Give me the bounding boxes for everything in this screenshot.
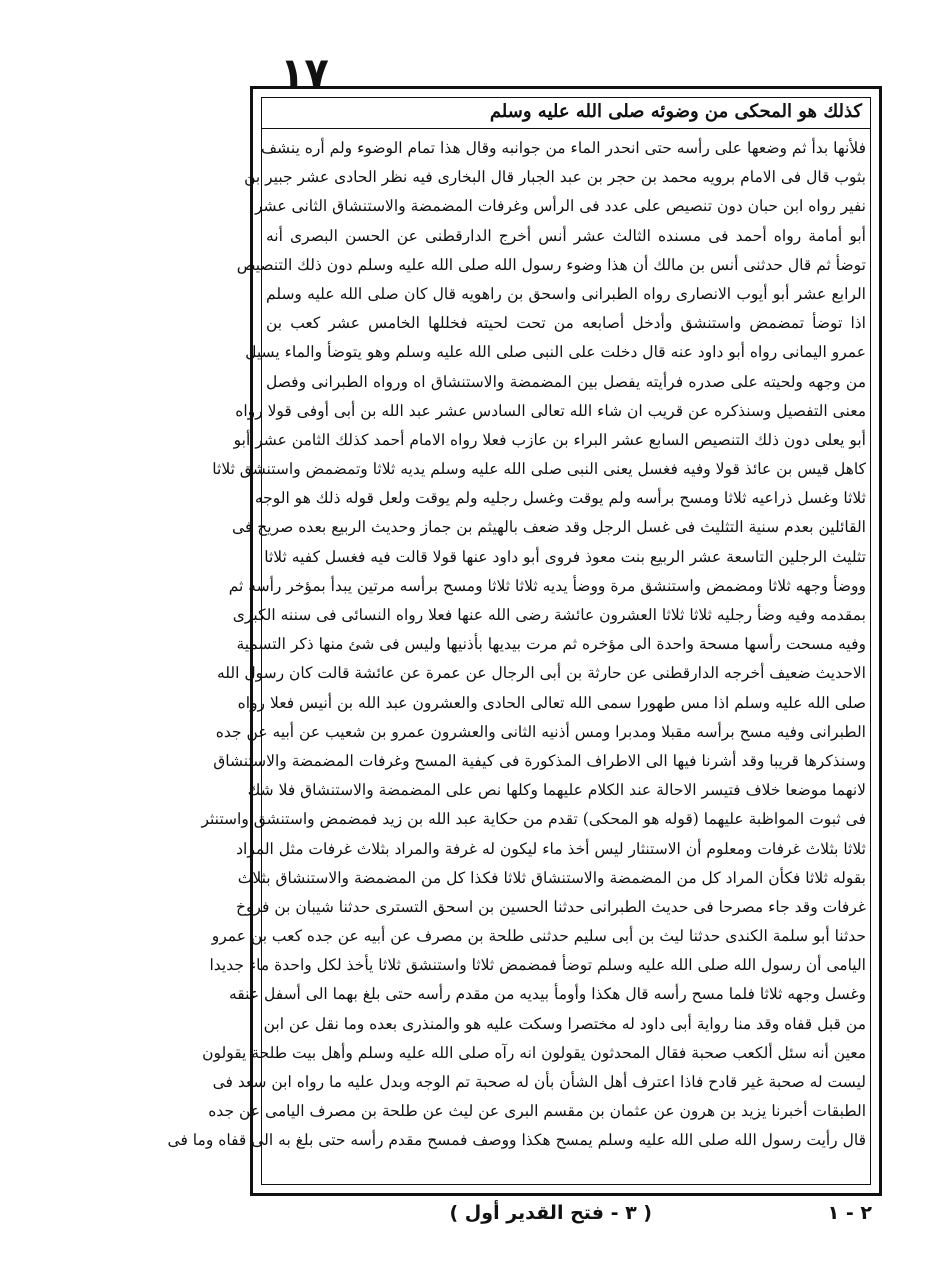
text-line: القائلين بعدم سنية التثليث فى غسل الرجل وقد ضعف بالهيثم بن جماز وحديث الربيع بعده صريح فى: [232, 518, 866, 537]
text-line: قال رأيت رسول الله صلى الله عليه وسلم يمسح هكذا ووصف فمسح مقدم رأسه حتى بلغ به الى قفاه وما فى: [167, 1131, 866, 1150]
page-number: ١٧: [280, 50, 329, 96]
text-line: تثليث الرجلين التاسعة عشر الربيع بنت معوذ فروى أبو داود عنها قولا قالت فيه فغسل كفيه ثلاثا: [264, 547, 866, 566]
text-line: عمرو اليمانى رواه أبو داود عنه قال دخلت على النبى صلى الله عليه وسلم وهو يتوضأ والماء يسيل: [245, 343, 866, 362]
text-line: ثلاثا وغسل ذراعيه ثلاثا ومسح برأسه ولم يوقت وغسل رجليه ولم يوقت ولعل قوله ذلك هو الوجه: [254, 489, 866, 508]
text-line: وغسل وجهه ثلاثا فلما مسح رأسه قال هكذا وأومأ بيديه من مقدم رأسه حتى بلغ بهما الى أسفل عنقه: [228, 985, 866, 1004]
text-line: ليست له صحبة غير قادح فاذا اعترف أهل الشأن بأن له صحبة تم الوجه وبدل عليه ما رواه ابن سعد فى: [212, 1073, 866, 1091]
header-bar: [262, 98, 870, 129]
text-line: معنى التفصيل وسنذكره عن قريب ان شاء الله تعالى السادس عشر عبد الله بن أبى أوفى قولا رواه: [235, 401, 866, 420]
page-frame: [167, 86, 882, 1196]
text-line: غرفات وقد جاء مصرحا فى حديث الطبرانى حدثنا الحسين بن اسحق التسترى حدثنا شيبان بن فروخ: [235, 897, 866, 916]
text-line: بثوب قال فى الامام برويه محمد بن حجر بن عبد الجبار قال البخارى فيه نظر الحادى عشر جبير بن: [244, 168, 866, 187]
text-line: وسنذكرها قريبا وقد أشرنا فيها الى الاطراف المذكورة فى كيفية المسح وغرفات المضمضة والاستنشاق: [213, 751, 866, 770]
footer: [250, 1200, 882, 1230]
text-body: [167, 134, 866, 1180]
text-line: ووضأ وجهه ثلاثا ومضمض واستنشق مرة ووضأ يديه ثلاثا ثلاثا ومسح برأسه مرتين يبدأ بمؤخر رأسه ثم: [228, 576, 866, 595]
running-title: كذلك هو المحكى من وضوئه صلى الله عليه وسلم: [489, 101, 862, 122]
text-line: معين أنه سئل ألكعب صحبة فقال المحدثون يقولون انه رآه صلى الله عليه وسلم وأهل بيت طلحة يقولون: [202, 1043, 866, 1062]
text-line: فلأنها بدأ ثم وضعها على رأسه حتى انحدر الماء من جوانبه وقال هذا تمام الوضوء ولم أره ينشف: [261, 139, 866, 157]
signature-number: ٢ - ١: [827, 1202, 872, 1224]
text-line: لانهما موضعا خلاف فتيسر الاحالة عند الكلام عليهما وكلها نص على المضمضة والاستنشاق فلا شك: [247, 781, 866, 800]
text-line: صلى الله عليه وسلم اذا مس طهورا سمى الله تعالى الحادى والعشرون عبد الله بن أنيس فعلا رواه: [237, 693, 866, 712]
text-line: اليامى أن رسول الله صلى الله عليه وسلم توضأ فمضمض ثلاثا واستنشق ثلاثا يأخذ لكل واحدة ماء جديدا: [209, 956, 866, 975]
text-line: أبو أمامة رواه أحمد فى مسنده الثالث عشر أنس أخرج الدارقطنى عن الحسن البصرى أنه: [266, 226, 866, 245]
text-frame: [167, 97, 871, 1185]
text-line: فى ثبوت المواظبة عليهما (قوله هو المحكى) تقدم من حكاية عبد الله بن زيد فمضمض واستنشق واستنثر: [201, 810, 866, 829]
text-line: وفيه مسحت رأسها مسحة واحدة الى مؤخره ثم مرت بيديها بأذنيها وليس فى شئ منها ذكر التسمية: [236, 635, 866, 654]
text-line: الاحديث ضعيف أخرجه الدارقطنى عن حارثة بن أبى الرجال عن عمرة عن عائشة قالت كان رسول الله: [216, 664, 866, 683]
text-line: اذا توضأ تمضمض واستنشق وأدخل أصابعه من تحت لحيته فخللها الخامس عشر كعب بن: [266, 314, 866, 333]
text-line: من قبل قفاه وقد منا رواية أبى داود له مختصرا وسكت عليه هو والمنذرى بعده وما نقل عن ابن: [263, 1014, 866, 1033]
text-line: بقوله ثلاثا فكأن المراد كل من المضمضة والاستنشاق ثلاثا فكذا كل من المضمضة والاستنشاق بثلاث: [237, 868, 866, 887]
text-line: توضأ ثم قال حدثنى أنس بن مالك أن هذا وضوء رسول الله صلى الله عليه وسلم دون ذلك التنصيص: [236, 255, 866, 274]
text-line: الطبقات أخبرنا يزيد بن هرون عن عثمان بن مقسم البرى عن ليث عن طلحة بن مصرف اليامى عن جده: [208, 1102, 866, 1121]
text-line: الرابع عشر أبو أيوب الانصارى رواه الطبرانى واسحق بن راهويه قال كان صلى الله عليه وسلم: [266, 284, 866, 303]
text-line: من وجهه ولحيته على صدره فرأيته يفصل بين المضمضة والاستنشاق اه ورواه الطبرانى وفصل: [266, 372, 866, 391]
text-line: كاهل قيس بن عائذ قولا وفيه فغسل يعنى النبى صلى الله عليه وسلم يديه ثلاثا وتمضمض واستنشق ثلاثا: [212, 460, 866, 479]
text-line: ثلاثا بثلاث غرفات ومعلوم أن الاستنثار ليس أخذ ماء ليكون له غرفة والمراد بثلاث غرفات مثل المراد: [236, 839, 866, 858]
text-line: الطبرانى وفيه مسح برأسه مقبلا ومدبرا ومس أذنيه الثانى والعشرون عمرو بن شعيب عن أبيه عن جده: [215, 722, 866, 741]
text-line: بمقدمه وفيه وضأ رجليه ثلاثا ثلاثا العشرون عائشة رضى الله عنها فعلا رواه النسائى فى سننه الكبرى: [232, 606, 866, 624]
text-line: أبو يعلى دون ذلك التنصيص السابع عشر البراء بن عازب فعلا رواه الامام أحمد كذلك الثامن عشر أبو: [233, 430, 866, 449]
text-line: نفير رواه ابن حبان دون تنصيص على عدد فى الرأس وغرفات المضمضة والاستنشاق الثانى عشر: [255, 197, 866, 216]
signature-title: ( ٣ - فتح القدير أول ): [449, 1202, 652, 1224]
text-line: حدثنا أبو سلمة الكندى حدثنا ليث بن أبى سليم حدثنى طلحة بن مصرف عن أبيه عن جده كعب بن عمرو: [211, 927, 866, 946]
